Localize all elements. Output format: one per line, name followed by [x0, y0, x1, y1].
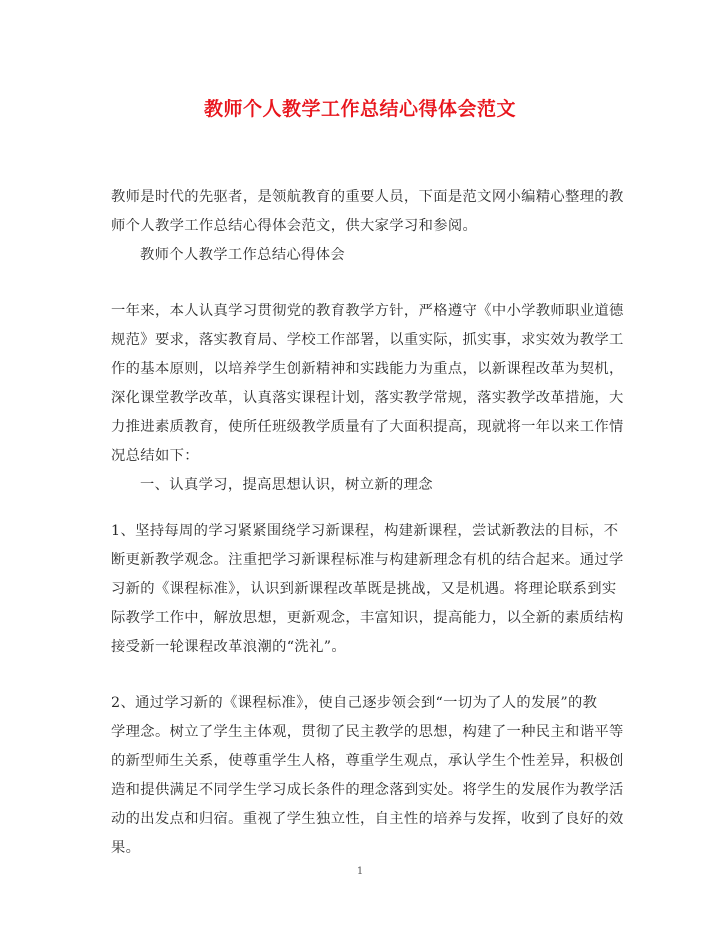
- subtitle: 教师个人教学工作总结心得体会: [140, 247, 346, 263]
- paragraph-line: 作的基本原则，以培养学生创新精神和实践能力为重点，以新课程改革为契机，: [111, 361, 624, 377]
- item-line: 动的出发点和归宿。重视了学生独立性，自主性的培养与发挥，收到了良好的效: [111, 811, 624, 827]
- item-line: 习新的《课程标准》，认识到新课程改革既是挑战，又是机遇。将理论联系到实: [111, 581, 617, 597]
- document-title: 教师个人教学工作总结心得体会范文: [203, 98, 516, 120]
- section-heading: 一、认真学习，提高思想认识，树立新的理念: [140, 477, 433, 493]
- item-line: 际教学工作中，解放思想，更新观念，丰富知识，提高能力，以全新的素质结构: [111, 610, 624, 626]
- paragraph-line: 一年来，本人认真学习贯彻党的教育教学方针，严格遵守《中小学教师职业道德: [111, 303, 624, 319]
- intro-line: 师个人教学工作总结心得体会范文，供大家学习和参阅。: [111, 218, 478, 234]
- item-line: 2、通过学习新的《课程标准》，使自己逐步领会到“一切为了人的发展”的教: [111, 695, 598, 711]
- item-line: 学理念。树立了学生主体观，贯彻了民主教学的思想，构建了一种民主和谐平等: [111, 724, 624, 740]
- item-line: 断更新教学观念。注重把学习新课程标准与构建新理念有机的结合起来。通过学: [111, 552, 624, 568]
- item-line: 果。: [111, 840, 141, 856]
- paragraph-line: 深化课堂教学改革，认真落实课程计划，落实教学常规，落实教学改革措施，大: [111, 390, 624, 406]
- item-line: 接受新一轮课程改革浪潮的“洗礼”。: [111, 639, 347, 655]
- paragraph-line: 况总结如下：: [111, 448, 199, 464]
- item-line: 1、坚持每周的学习紧紧围绕学习新课程，构建新课程，尝试新教法的目标，不: [111, 523, 619, 539]
- page-number: 1: [356, 866, 364, 877]
- paragraph-line: 规范》要求，落实教育局、学校工作部署，以重实际，抓实事，求实效为教学工: [111, 332, 624, 348]
- item-line: 的新型师生关系，使尊重学生人格，尊重学生观点，承认学生个性差异，积极创: [111, 753, 624, 769]
- paragraph-line: 力推进素质教育，使所任班级教学质量有了大面积提高，现就将一年以来工作情: [111, 419, 624, 435]
- item-line: 造和提供满足不同学生学习成长条件的理念落到实处。将学生的发展作为教学活: [111, 782, 624, 798]
- intro-line: 教师是时代的先驱者，是领航教育的重要人员，下面是范文网小编精心整理的教: [111, 189, 624, 205]
